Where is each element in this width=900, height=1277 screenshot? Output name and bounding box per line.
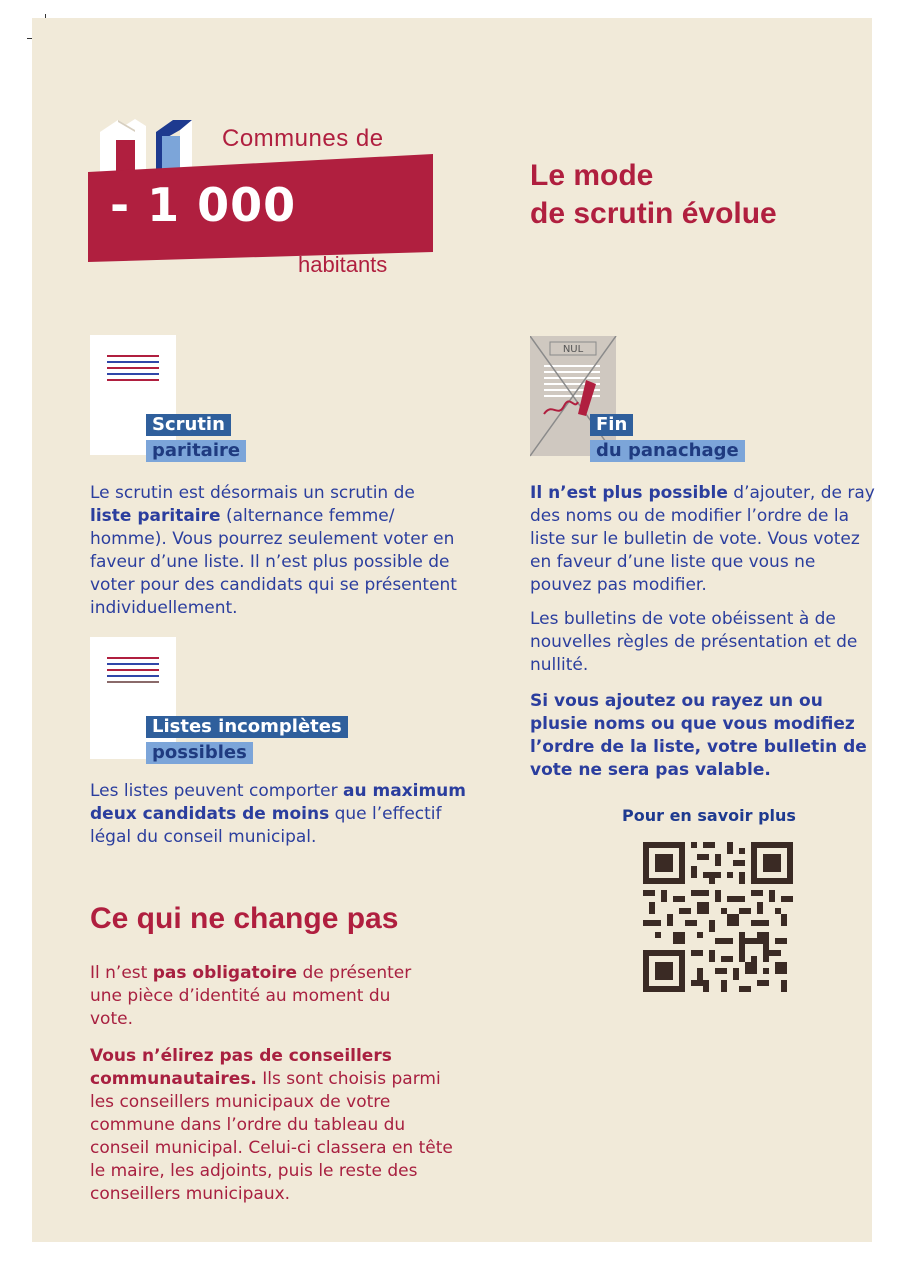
ballot-list-icon (90, 637, 176, 759)
listes-incompletes-text: Les listes peuvent comporter au maximum deux candidats de moins que l’effectif légal du conseil municipal. (90, 781, 466, 847)
page-title-line2: de scrutin évolue (530, 197, 777, 230)
scrutin-label: Scrutin (146, 414, 231, 436)
conseillers-text: Vous n’élirez pas de conseillers communautaires. Ils sont choisis parmi les conseillers municipaux de votre commune dans l’ordre du tableau du conseil municipal. Celui-ci classera en tête le maire, les adjoints, puis le reste des conseillers municipaux. (90, 1046, 453, 1204)
panachage-text-3: Si vous ajoutez ou rayez un ou plusie noms ou que vous modifiez l’ordre de la liste, votre bulletin de vote ne sera pas valable. (530, 691, 867, 780)
population-number: - 1 000 (110, 178, 297, 232)
pour-en-savoir-plus-label: Pour en savoir plus (622, 806, 796, 825)
scrutin-paritaire-text: Le scrutin est désormais un scrutin de liste paritaire (alternance femme/ homme). Vous pourrez seulement voter en faveur d’une liste. Il n’est plus possible de voter pour des candidats qui se présentent individuellement. (90, 483, 457, 618)
panachage-text-2: Les bulletins de vote obéissent à de nouvelles règles de présentation et de nullité. (530, 609, 858, 675)
ballot-list-icon (90, 335, 176, 455)
section-title-ne-change-pas: Ce qui ne change pas (90, 902, 399, 935)
communes-de-text: Communes de (222, 125, 384, 152)
possibles-label: possibles (146, 742, 253, 764)
panachage-text-1: Il n’est plus possible d’ajouter, de ray des noms ou de modifier l’ordre de la liste sur le bulletin de vote. Vous votez en faveur d’une liste que vous ne pouvez pas modifier. (530, 483, 875, 595)
habitants-text: habitants (298, 252, 388, 277)
nul-label: NUL (562, 344, 584, 355)
du-panachage-label: du panachage (590, 440, 745, 462)
fin-label: Fin (590, 414, 633, 436)
house-red-door (116, 140, 135, 174)
page-title-line1: Le mode (530, 159, 654, 192)
qr-code-icon[interactable] (642, 842, 794, 992)
identite-text: Il n’est pas obligatoire de présenter une pièce d’identité au moment du vote. (90, 963, 412, 1029)
paritaire-label: paritaire (146, 440, 246, 462)
listes-incompletes-label: Listes incomplètes (146, 716, 348, 738)
